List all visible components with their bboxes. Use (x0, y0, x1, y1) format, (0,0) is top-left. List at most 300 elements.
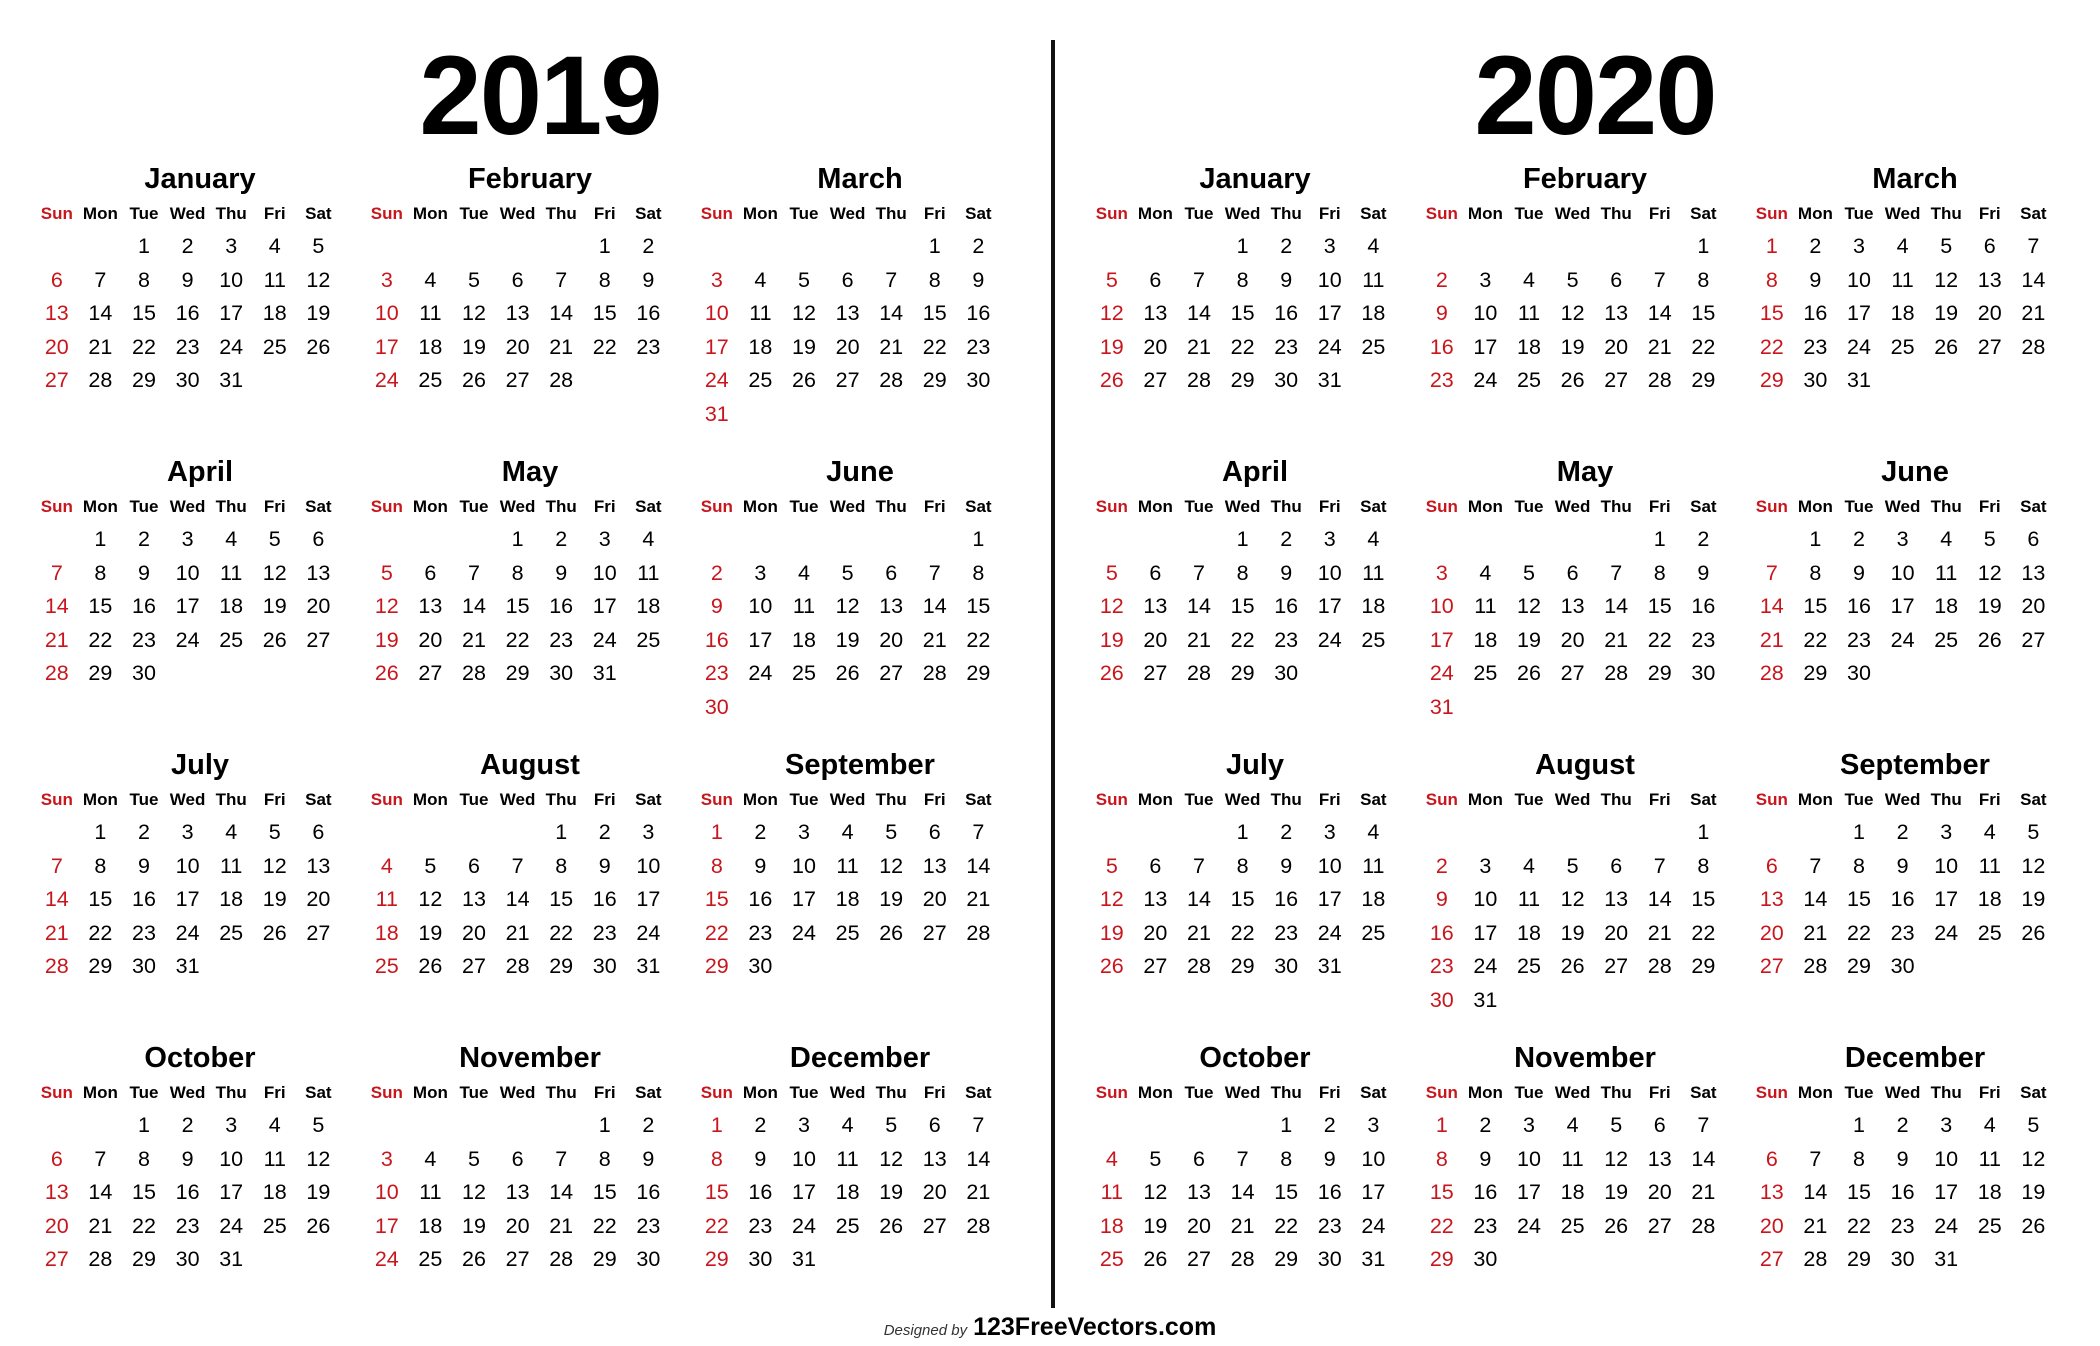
day-cell: 7 (1697, 1113, 1710, 1137)
weekday-label: Wed (829, 497, 866, 516)
day-cell: 30 (549, 661, 574, 685)
day-cell: 15 (1429, 1180, 1454, 1204)
day-cell: 6 (1566, 560, 1579, 585)
week-row (35, 917, 365, 951)
week-row (1750, 297, 2080, 331)
weekday-label: Mon (412, 1083, 448, 1102)
day-cell: 12 (1934, 267, 1959, 292)
weekday-label: Sun (370, 790, 403, 809)
day-cell: 26 (835, 661, 860, 685)
week-row (1420, 1143, 1750, 1177)
week-row (1750, 331, 2080, 365)
day-cell: 13 (1977, 267, 2002, 292)
empty-day-cell (2012, 364, 2056, 398)
empty-day-cell (1352, 657, 1396, 691)
day-cell: 26 (306, 1213, 331, 1238)
week-row (1090, 523, 1420, 557)
day-cell: 31 (1429, 694, 1454, 719)
day-cell: 18 (748, 334, 773, 359)
day-cell: 22 (1647, 627, 1672, 652)
day-cell: 8 (710, 853, 723, 878)
empty-day-cell (409, 816, 453, 850)
day-cell: 26 (1604, 1213, 1629, 1238)
day-cell: 17 (1517, 1180, 1541, 1204)
weekday-label: Sun (370, 204, 403, 223)
month-july (35, 746, 365, 984)
day-cell: 14 (1691, 1146, 1716, 1171)
day-cell: 26 (374, 661, 399, 685)
day-cell: 16 (966, 301, 991, 325)
day-cell: 26 (879, 1213, 904, 1238)
week-row (695, 624, 1025, 658)
weekday-label: Fri (263, 1083, 286, 1102)
month-name: August (1535, 749, 1635, 781)
day-cell: 6 (1765, 853, 1778, 878)
month-september (695, 746, 1025, 984)
day-cell: 15 (1847, 1180, 1871, 1204)
month-name: September (1840, 749, 1990, 781)
day-cell: 28 (549, 1247, 574, 1271)
day-cell: 2 (710, 560, 723, 585)
day-cell: 7 (972, 820, 985, 844)
day-cell: 8 (138, 1146, 150, 1171)
day-cell: 21 (44, 627, 69, 652)
week-row (1420, 984, 1750, 1018)
empty-day-cell (826, 523, 870, 557)
day-cell: 4 (798, 560, 810, 585)
year-2020-block (1090, 0, 2100, 1310)
day-cell: 5 (2027, 820, 2040, 844)
weekday-label: Tue (1184, 1083, 1214, 1102)
weekday-label: Wed (169, 1083, 206, 1102)
week-row (695, 523, 1025, 557)
empty-day-cell (297, 1243, 341, 1277)
day-cell: 10 (1890, 560, 1915, 585)
weekday-label: Sun (370, 1083, 403, 1102)
day-cell: 12 (418, 887, 443, 911)
day-cell: 9 (754, 853, 767, 878)
day-cell: 22 (1691, 334, 1716, 359)
day-cell: 14 (549, 301, 574, 325)
day-cell: 21 (966, 1180, 991, 1204)
week-row (1090, 1176, 1420, 1210)
day-cell: 14 (879, 301, 904, 325)
day-cell: 18 (1361, 301, 1386, 325)
day-cell: 1 (138, 1113, 150, 1137)
day-cell: 6 (1983, 234, 1996, 258)
day-cell: 21 (88, 1213, 113, 1238)
day-cell: 26 (462, 1247, 486, 1271)
day-cell: 17 (1473, 920, 1498, 945)
day-cell: 7 (1610, 560, 1623, 585)
day-cell: 2 (1809, 234, 1822, 258)
day-cell: 4 (841, 1113, 854, 1137)
day-cell: 15 (132, 301, 156, 325)
day-cell: 21 (1647, 334, 1672, 359)
week-row (365, 264, 695, 298)
day-cell: 18 (1890, 301, 1915, 325)
day-cell: 25 (262, 334, 287, 359)
month-name: May (1556, 456, 1614, 488)
empty-day-cell (1308, 657, 1352, 691)
week-row (1090, 1109, 1420, 1143)
day-cell: 1 (1809, 527, 1822, 551)
day-cell: 24 (1317, 627, 1342, 652)
weekday-label: Tue (1844, 497, 1874, 516)
weekday-label: Fri (1318, 497, 1341, 516)
day-cell: 9 (598, 853, 611, 878)
weekday-label: Sat (2020, 1083, 2047, 1102)
day-cell: 3 (598, 527, 611, 551)
day-cell: 14 (1187, 301, 1211, 325)
empty-day-cell (739, 523, 783, 557)
day-cell: 7 (468, 560, 480, 585)
day-cell: 30 (966, 368, 991, 392)
week-row (695, 557, 1025, 591)
day-cell: 3 (1323, 234, 1336, 258)
day-cell: 6 (312, 527, 325, 551)
day-cell: 7 (94, 1146, 107, 1171)
week-row (35, 624, 365, 658)
empty-day-cell (297, 950, 341, 984)
day-cell: 12 (262, 853, 287, 878)
day-cell: 13 (1143, 594, 1168, 618)
day-cell: 19 (1099, 627, 1124, 652)
day-cell: 30 (748, 954, 773, 978)
day-cell: 16 (132, 594, 156, 618)
day-cell: 9 (1323, 1146, 1336, 1171)
empty-day-cell (1638, 816, 1682, 850)
day-cell: 29 (132, 1247, 156, 1271)
weekday-label: Sat (635, 497, 662, 516)
day-cell: 24 (1934, 920, 1959, 945)
month-name: September (785, 749, 935, 781)
day-cell: 27 (1560, 661, 1585, 685)
month-name: October (1199, 1042, 1311, 1074)
weekday-label: Thu (545, 497, 577, 516)
day-cell: 16 (1890, 887, 1915, 911)
weekday-label: Thu (1600, 497, 1632, 516)
week-row (1750, 557, 2080, 591)
day-cell: 20 (1143, 920, 1168, 945)
day-cell: 20 (505, 334, 530, 359)
day-cell: 4 (642, 527, 655, 551)
day-cell: 30 (1274, 661, 1299, 685)
day-cell: 27 (1143, 368, 1168, 392)
empty-day-cell (1594, 984, 1638, 1018)
day-cell: 17 (219, 1180, 244, 1204)
day-cell: 30 (132, 954, 156, 978)
day-cell: 4 (424, 267, 437, 292)
empty-day-cell (1594, 230, 1638, 264)
day-cell: 17 (1317, 301, 1342, 325)
empty-day-cell (1638, 230, 1682, 264)
day-cell: 4 (1896, 234, 1909, 258)
weekday-label: Thu (1600, 204, 1632, 223)
day-cell: 5 (1105, 560, 1118, 585)
day-cell: 26 (2021, 1213, 2046, 1238)
day-cell: 2 (1435, 853, 1448, 878)
day-cell: 29 (549, 954, 574, 978)
weekday-header (35, 1077, 365, 1109)
day-cell: 20 (1560, 627, 1585, 652)
empty-day-cell (1420, 523, 1464, 557)
week-row (35, 557, 365, 591)
week-row (35, 1109, 365, 1143)
weekday-label: Tue (1844, 1083, 1874, 1102)
day-cell: 24 (1317, 334, 1342, 359)
day-cell: 24 (1429, 661, 1454, 685)
month-may (1420, 453, 1750, 724)
weekday-label: Mon (82, 1083, 118, 1102)
week-row (365, 624, 695, 658)
weekday-label: Tue (1514, 790, 1544, 809)
day-cell: 25 (1099, 1247, 1124, 1271)
day-cell: 15 (922, 301, 947, 325)
day-cell: 10 (1473, 301, 1498, 325)
month-name: March (1872, 163, 1958, 195)
day-cell: 31 (792, 1247, 816, 1271)
day-cell: 16 (1429, 920, 1454, 945)
weekday-label: Fri (593, 204, 616, 223)
day-cell: 23 (966, 334, 991, 359)
week-row (1090, 1143, 1420, 1177)
week-row (1420, 364, 1750, 398)
day-cell: 28 (462, 661, 486, 685)
empty-day-cell (782, 230, 826, 264)
day-cell: 13 (505, 301, 530, 325)
day-cell: 3 (754, 560, 767, 585)
week-row (1420, 230, 1750, 264)
empty-day-cell (1924, 657, 1968, 691)
day-cell: 19 (835, 627, 860, 652)
weekday-label: Thu (1270, 204, 1302, 223)
weekday-label: Wed (499, 790, 536, 809)
day-cell: 1 (555, 820, 568, 844)
week-row (1090, 264, 1420, 298)
empty-day-cell (1507, 816, 1551, 850)
weekday-label: Wed (1224, 790, 1261, 809)
day-cell: 31 (1934, 1247, 1959, 1271)
day-cell: 15 (1230, 301, 1255, 325)
empty-day-cell (2012, 950, 2056, 984)
day-cell: 6 (885, 560, 898, 585)
day-cell: 14 (1647, 301, 1672, 325)
day-cell: 28 (1803, 1247, 1828, 1271)
empty-day-cell (913, 1243, 957, 1277)
weekday-label: Fri (1648, 497, 1671, 516)
day-cell: 14 (966, 853, 991, 878)
weekday-label: Thu (215, 790, 247, 809)
day-cell: 8 (94, 853, 107, 878)
day-cell: 21 (1647, 920, 1672, 945)
day-cell: 11 (220, 560, 243, 585)
empty-day-cell (826, 398, 870, 432)
day-cell: 30 (1847, 661, 1871, 685)
day-cell: 30 (132, 661, 156, 685)
day-cell: 12 (1099, 887, 1124, 911)
week-row (35, 364, 365, 398)
weekday-label: Tue (1184, 204, 1214, 223)
day-cell: 2 (555, 527, 568, 551)
day-cell: 14 (462, 594, 486, 618)
day-cell: 14 (2021, 267, 2046, 292)
day-cell: 2 (642, 1113, 655, 1137)
day-cell: 12 (835, 594, 860, 618)
weekday-label: Tue (129, 790, 159, 809)
day-cell: 17 (792, 1180, 816, 1204)
day-cell: 22 (1429, 1213, 1454, 1238)
day-cell: 11 (1935, 560, 1958, 585)
day-cell: 27 (1647, 1213, 1672, 1238)
day-cell: 6 (1149, 267, 1162, 292)
day-cell: 23 (1691, 627, 1716, 652)
day-cell: 26 (792, 368, 816, 392)
day-cell: 17 (1317, 594, 1342, 618)
day-cell: 9 (1479, 1146, 1492, 1171)
day-cell: 5 (1523, 560, 1535, 585)
day-cell: 23 (1847, 627, 1871, 652)
weekday-label: Thu (875, 204, 907, 223)
week-row (1750, 264, 2080, 298)
week-row (695, 816, 1025, 850)
week-row (365, 1143, 695, 1177)
day-cell: 18 (636, 594, 661, 618)
weekday-label: Fri (923, 204, 946, 223)
week-row (35, 657, 365, 691)
day-cell: 12 (306, 1146, 331, 1171)
empty-day-cell (209, 950, 253, 984)
day-cell: 3 (380, 1146, 393, 1171)
weekday-label: Mon (82, 497, 118, 516)
weekday-label: Fri (1648, 204, 1671, 223)
weekday-header (35, 491, 365, 523)
day-cell: 15 (505, 594, 530, 618)
day-cell: 22 (1691, 920, 1716, 945)
day-cell: 31 (1317, 368, 1342, 392)
day-cell: 23 (704, 661, 729, 685)
weekday-label: Tue (1514, 497, 1544, 516)
day-cell: 22 (88, 627, 113, 652)
day-cell: 8 (138, 267, 150, 292)
day-cell: 25 (262, 1213, 287, 1238)
day-cell: 11 (1362, 560, 1385, 585)
weekday-label: Wed (1224, 204, 1261, 223)
month-february (365, 160, 695, 398)
empty-day-cell (1507, 1243, 1551, 1277)
empty-day-cell (1551, 816, 1595, 850)
day-cell: 8 (1765, 267, 1778, 292)
day-cell: 5 (312, 1113, 325, 1137)
week-row (1750, 364, 2080, 398)
day-cell: 8 (1236, 560, 1249, 585)
month-june (695, 453, 1025, 724)
day-cell: 9 (181, 1146, 194, 1171)
weekday-label: Sat (1690, 790, 1717, 809)
weekday-header (1090, 491, 1420, 523)
week-row (365, 883, 695, 917)
day-cell: 13 (306, 853, 331, 878)
weekday-header (695, 1077, 1025, 1109)
weekday-label: Wed (169, 497, 206, 516)
weekday-label: Fri (923, 497, 946, 516)
weekday-label: Sun (1755, 497, 1788, 516)
day-cell: 18 (374, 920, 399, 945)
week-row (1090, 950, 1420, 984)
week-row (1750, 1176, 2080, 1210)
day-cell: 15 (966, 594, 991, 618)
day-cell: 16 (132, 887, 156, 911)
day-cell: 1 (94, 527, 107, 551)
week-row (695, 1210, 1025, 1244)
day-cell: 15 (1759, 301, 1784, 325)
day-cell: 28 (549, 368, 574, 392)
empty-day-cell (35, 1109, 79, 1143)
empty-day-cell (1090, 816, 1134, 850)
day-cell: 9 (555, 560, 568, 585)
weekday-label: Mon (1797, 204, 1833, 223)
day-cell: 16 (175, 1180, 200, 1204)
day-cell: 4 (1523, 853, 1535, 878)
empty-day-cell (1507, 691, 1551, 725)
day-cell: 2 (1697, 527, 1710, 551)
day-cell: 21 (88, 334, 113, 359)
day-cell: 29 (1803, 661, 1828, 685)
week-row (1420, 816, 1750, 850)
week-row (1090, 557, 1420, 591)
day-cell: 13 (1759, 1180, 1784, 1204)
day-cell: 18 (1517, 334, 1541, 359)
weekday-label: Fri (593, 790, 616, 809)
day-cell: 19 (1099, 920, 1124, 945)
weekday-label: Mon (742, 204, 778, 223)
day-cell: 9 (1896, 853, 1909, 878)
empty-day-cell (35, 816, 79, 850)
day-cell: 28 (88, 1247, 113, 1271)
day-cell: 27 (1143, 661, 1168, 685)
day-cell: 5 (268, 527, 281, 551)
day-cell: 9 (1809, 267, 1822, 292)
day-cell: 18 (1361, 594, 1386, 618)
day-cell: 16 (1274, 594, 1299, 618)
day-cell: 11 (1100, 1180, 1123, 1204)
day-cell: 22 (592, 1213, 617, 1238)
day-cell: 14 (1230, 1180, 1255, 1204)
day-cell: 28 (1187, 661, 1211, 685)
day-cell: 25 (792, 661, 816, 685)
day-cell: 12 (374, 594, 399, 618)
day-cell: 12 (1143, 1180, 1168, 1204)
day-cell: 11 (792, 594, 816, 618)
week-row (35, 950, 365, 984)
day-cell: 1 (1653, 527, 1666, 551)
month-name: February (1522, 163, 1648, 195)
day-cell: 7 (972, 1113, 985, 1137)
empty-day-cell (1090, 523, 1134, 557)
day-cell: 12 (879, 1146, 904, 1171)
brand-name: 123FreeVectors.com (973, 1313, 1217, 1341)
week-row (1090, 816, 1420, 850)
day-cell: 8 (1236, 853, 1249, 878)
day-cell: 11 (375, 887, 398, 911)
empty-day-cell (869, 691, 913, 725)
day-cell: 19 (879, 887, 904, 911)
day-cell: 25 (374, 954, 399, 978)
empty-day-cell (539, 230, 583, 264)
month-name: November (1514, 1042, 1656, 1074)
weekday-label: Thu (1930, 790, 1962, 809)
day-cell: 11 (263, 1146, 286, 1171)
